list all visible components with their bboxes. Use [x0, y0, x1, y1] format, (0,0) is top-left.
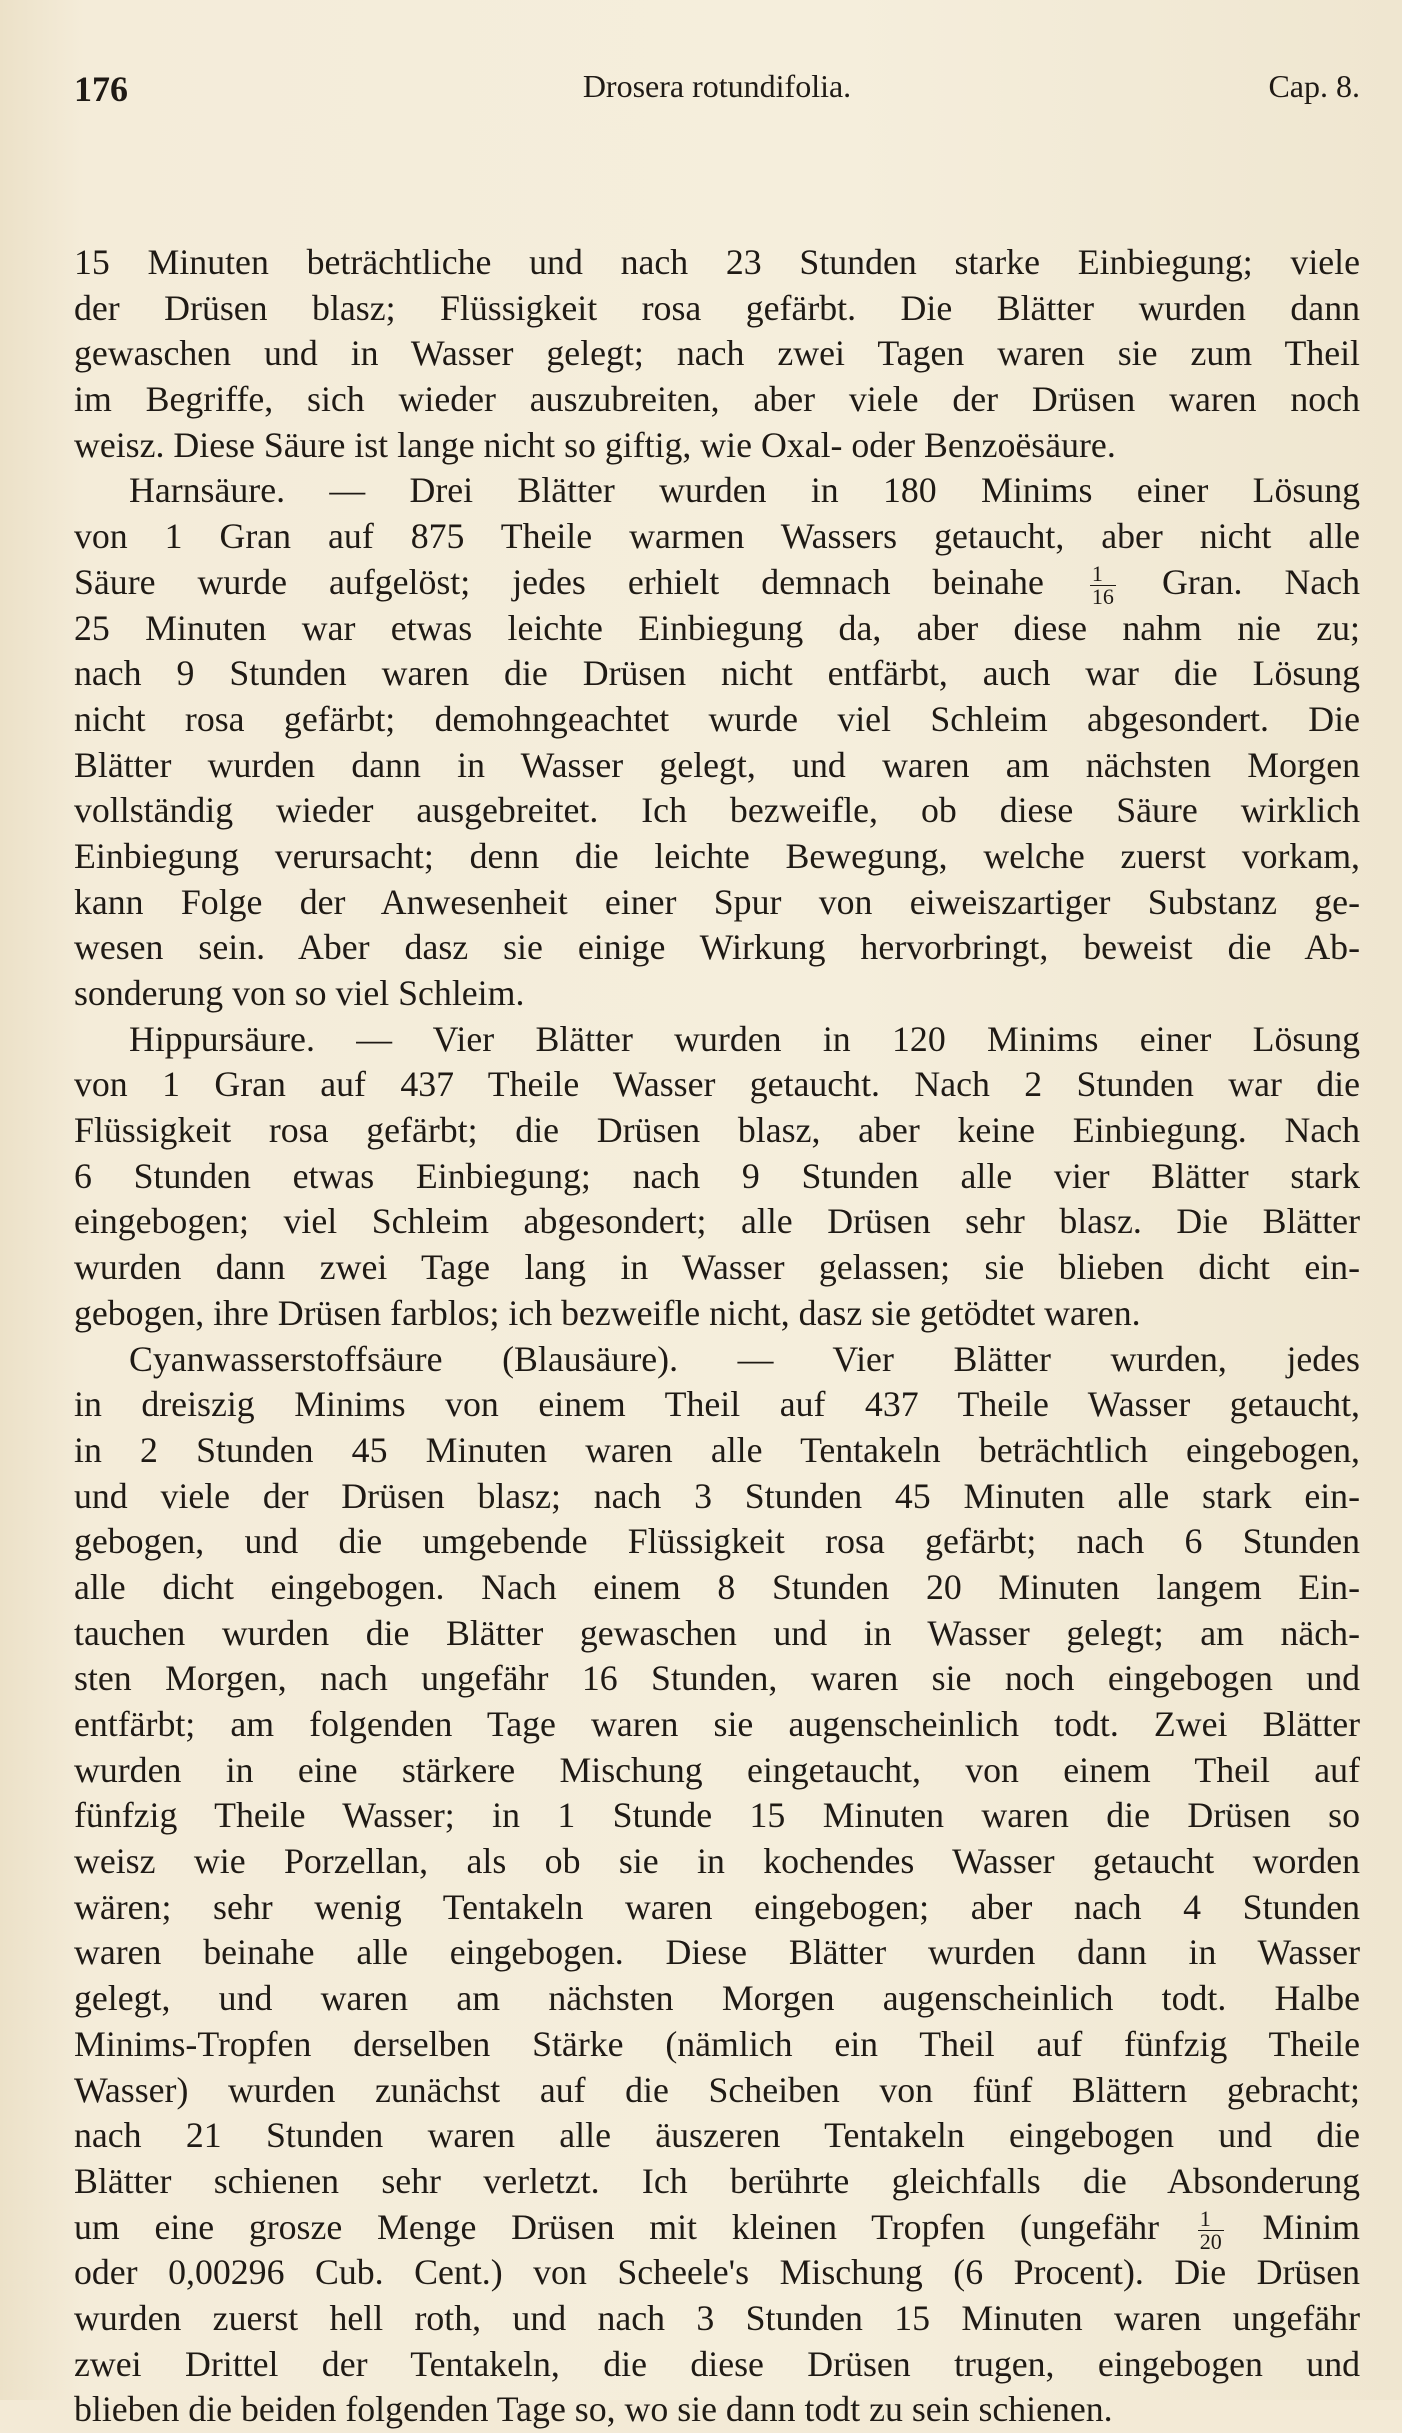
text-line [74, 1108, 1360, 1154]
line-text: blieben die beiden folgenden Tage so, wo sie dann todt zu sein schienen. [74, 2389, 1113, 2430]
line-text: kann Folge der Anwesenheit einer Spur von eiweiszartiger Substanz ge- [74, 881, 1360, 922]
text-line [74, 1748, 1360, 1794]
text-line [74, 1199, 1360, 1245]
text-line [74, 880, 1360, 926]
line-text: 25 Minuten war etwas leichte Einbiegung da, aber diese nahm nie zu; [74, 607, 1360, 648]
text-line [74, 1519, 1360, 1565]
line-text: alle dicht eingebogen. Nach einem 8 Stunden 20 Minuten langem Ein- [74, 1566, 1360, 1607]
text-line [74, 1930, 1360, 1976]
text-line [74, 1245, 1360, 1291]
text-line [74, 1337, 1360, 1383]
line-text: nach 9 Stunden waren die Drüsen nicht entfärbt, auch war die Lösung [74, 653, 1360, 694]
fraction-denominator: 16 [1091, 584, 1114, 606]
line-text: 6 Stunden etwas Einbiegung; nach 9 Stunden alle vier Blätter stark [74, 1155, 1360, 1196]
line-text: weisz wie Porzellan, als ob sie in kochendes Wasser getaucht worden [74, 1841, 1360, 1882]
body-text [74, 240, 1360, 2433]
chapter-label: Cap. 8. [1268, 68, 1360, 104]
running-title: Drosera rotundifolia. [582, 68, 852, 104]
text-line [74, 1565, 1360, 1611]
line-text: Minims-Tropfen derselben Stärke (nämlich ein Theil auf fünfzig Theile [74, 2023, 1360, 2064]
line-text: waren beinahe alle eingebogen. Diese Blätter wurden dann in Wasser [74, 1932, 1360, 1973]
text-line [74, 925, 1360, 971]
text-line [74, 2205, 1360, 2251]
line-text: gebogen, ihre Drüsen farblos; ich bezweifle nicht, dasz sie getödtet waren. [74, 1292, 1141, 1333]
page-number: 176 [74, 69, 128, 109]
line-text: fünfzig Theile Wasser; in 1 Stunde 15 Minuten waren die Drüsen so [74, 1795, 1360, 1836]
text-line [74, 286, 1360, 332]
fraction-numerator: 1 [1198, 2208, 1224, 2231]
fraction [1198, 2205, 1224, 2251]
line-text: von 1 Gran auf 875 Theile warmen Wassers getaucht, aber nicht alle [74, 516, 1360, 557]
text-line [74, 2342, 1360, 2388]
text-line [74, 606, 1360, 652]
line-text: sten Morgen, nach ungefähr 16 Stunden, waren sie noch eingebogen und [74, 1658, 1360, 1699]
page-header [74, 68, 1360, 130]
line-text: Blätter schienen sehr verletzt. Ich berührte gleichfalls die Absonderung [74, 2160, 1360, 2201]
text-line [74, 2113, 1360, 2159]
line-text: nach 21 Stunden waren alle äuszeren Tentakeln eingebogen und die [74, 2115, 1360, 2156]
line-text: wären; sehr wenig Tentakeln waren eingebogen; aber nach 4 Stunden [74, 1886, 1360, 1927]
text-line [74, 1885, 1360, 1931]
text-line [74, 1839, 1360, 1885]
fraction-denominator: 20 [1199, 2228, 1222, 2251]
text-line [74, 1154, 1360, 1200]
text-line [74, 834, 1360, 880]
line-text: Harnsäure. — Drei Blätter wurden in 180 Minims einer Lösung [129, 470, 1360, 511]
text-line [74, 1793, 1360, 1839]
line-text: eingebogen; viel Schleim abgesondert; alle Drüsen sehr blasz. Die Blätter [74, 1201, 1360, 1242]
line-text: um eine grosze Menge Drüsen mit kleinen Tropfen (ungefähr [74, 2206, 1160, 2247]
text-line [74, 1428, 1360, 1474]
text-line [74, 2022, 1360, 2068]
line-text: vollständig wieder ausgebreitet. Ich bezweifle, ob diese Säure wirklich [74, 790, 1360, 831]
line-text: Wasser) wurden zunächst auf die Scheiben von fünf Blättern gebracht; [74, 2069, 1360, 2110]
text-line [74, 651, 1360, 697]
fraction-numerator: 1 [1090, 563, 1116, 586]
line-text: in dreiszig Minims von einem Theil auf 437 Theile Wasser getaucht, [74, 1384, 1360, 1425]
line-text: wurden in eine stärkere Mischung eingetaucht, von einem Theil auf [74, 1749, 1360, 1790]
line-text: in 2 Stunden 45 Minuten waren alle Tentakeln beträchtlich eingebogen, [74, 1429, 1360, 1470]
text-line [74, 1062, 1360, 1108]
line-text: gelegt, und waren am nächsten Morgen augenscheinlich todt. Halbe [74, 1978, 1360, 2019]
text-line [74, 1976, 1360, 2022]
line-text: Flüssigkeit rosa gefärbt; die Drüsen blasz, aber keine Einbiegung. Nach [74, 1110, 1360, 1151]
line-text: weisz. Diese Säure ist lange nicht so giftig, wie Oxal- oder Benzoësäure. [74, 424, 1116, 465]
text-line [74, 971, 1360, 1017]
text-line [74, 1611, 1360, 1657]
text-line [74, 1382, 1360, 1428]
line-text: der Drüsen blasz; Flüssigkeit rosa gefärbt. Die Blätter wurden dann [74, 287, 1360, 328]
text-line [74, 2068, 1360, 2114]
text-line [74, 468, 1360, 514]
text-line [74, 377, 1360, 423]
text-line [74, 1656, 1360, 1702]
line-text: zwei Drittel der Tentakeln, die diese Drüsen trugen, eingebogen und [74, 2343, 1360, 2384]
line-text: im Begriffe, sich wieder auszubreiten, aber viele der Drüsen waren noch [74, 379, 1360, 420]
text-line [74, 514, 1360, 560]
line-text: wesen sein. Aber dasz sie einige Wirkung hervorbringt, beweist die Ab- [74, 927, 1360, 968]
text-line [74, 2250, 1360, 2296]
line-text: Säure wurde aufgelöst; jedes erhielt demnach beinahe [74, 561, 1044, 602]
text-line [74, 2296, 1360, 2342]
line-text: Hippursäure. — Vier Blätter wurden in 120 Minims einer Lösung [129, 1018, 1360, 1059]
text-line [74, 1702, 1360, 1748]
line-text: von 1 Gran auf 437 Theile Wasser getaucht. Nach 2 Stunden war die [74, 1064, 1360, 1105]
text-line [74, 2387, 1360, 2433]
line-text: Einbiegung verursacht; denn die leichte Bewegung, welche zuerst vorkam, [74, 835, 1360, 876]
text-line [74, 423, 1360, 469]
line-text: gewaschen und in Wasser gelegt; nach zwei Tagen waren sie zum Theil [74, 333, 1360, 374]
text-line [74, 788, 1360, 834]
line-text: Cyanwasserstoffsäure (Blausäure). — Vier Blätter wurden, jedes [129, 1338, 1360, 1379]
line-text: gebogen, und die umgebende Flüssigkeit rosa gefärbt; nach 6 Stunden [74, 1521, 1360, 1562]
line-text: 15 Minuten beträchtliche und nach 23 Stunden starke Einbiegung; viele [74, 242, 1360, 282]
line-text: oder 0,00296 Cub. Cent.) von Scheele's Mischung (6 Procent). Die Drüsen [74, 2252, 1360, 2293]
line-text: wurden zuerst hell roth, und nach 3 Stunden 15 Minuten waren ungefähr [74, 2297, 1360, 2338]
text-line [74, 1017, 1360, 1063]
line-text: und viele der Drüsen blasz; nach 3 Stunden 45 Minuten alle stark ein- [74, 1475, 1360, 1516]
line-text: entfärbt; am folgenden Tage waren sie augenscheinlich todt. Zwei Blätter [74, 1704, 1360, 1744]
text-line [74, 2159, 1360, 2205]
line-text: Blätter wurden dann in Wasser gelegt, und waren am nächsten Morgen [74, 744, 1360, 785]
text-line [74, 1291, 1360, 1337]
text-line [74, 560, 1360, 606]
line-text: nicht rosa gefärbt; demohngeachtet wurde viel Schleim abgesondert. Die [74, 698, 1360, 739]
text-line [74, 697, 1360, 743]
text-line [74, 331, 1360, 377]
text-line [74, 743, 1360, 789]
text-line [74, 1474, 1360, 1520]
line-text-after: Gran. Nach [1161, 561, 1360, 602]
line-text: sonderung von so viel Schleim. [74, 973, 525, 1013]
text-line [74, 240, 1360, 286]
fraction [1090, 563, 1116, 605]
line-text: wurden dann zwei Tage lang in Wasser gelassen; sie blieben dicht ein- [74, 1247, 1360, 1288]
line-text-after: Minim [1262, 2206, 1360, 2247]
line-text: tauchen wurden die Blätter gewaschen und in Wasser gelegt; am näch- [74, 1612, 1360, 1653]
